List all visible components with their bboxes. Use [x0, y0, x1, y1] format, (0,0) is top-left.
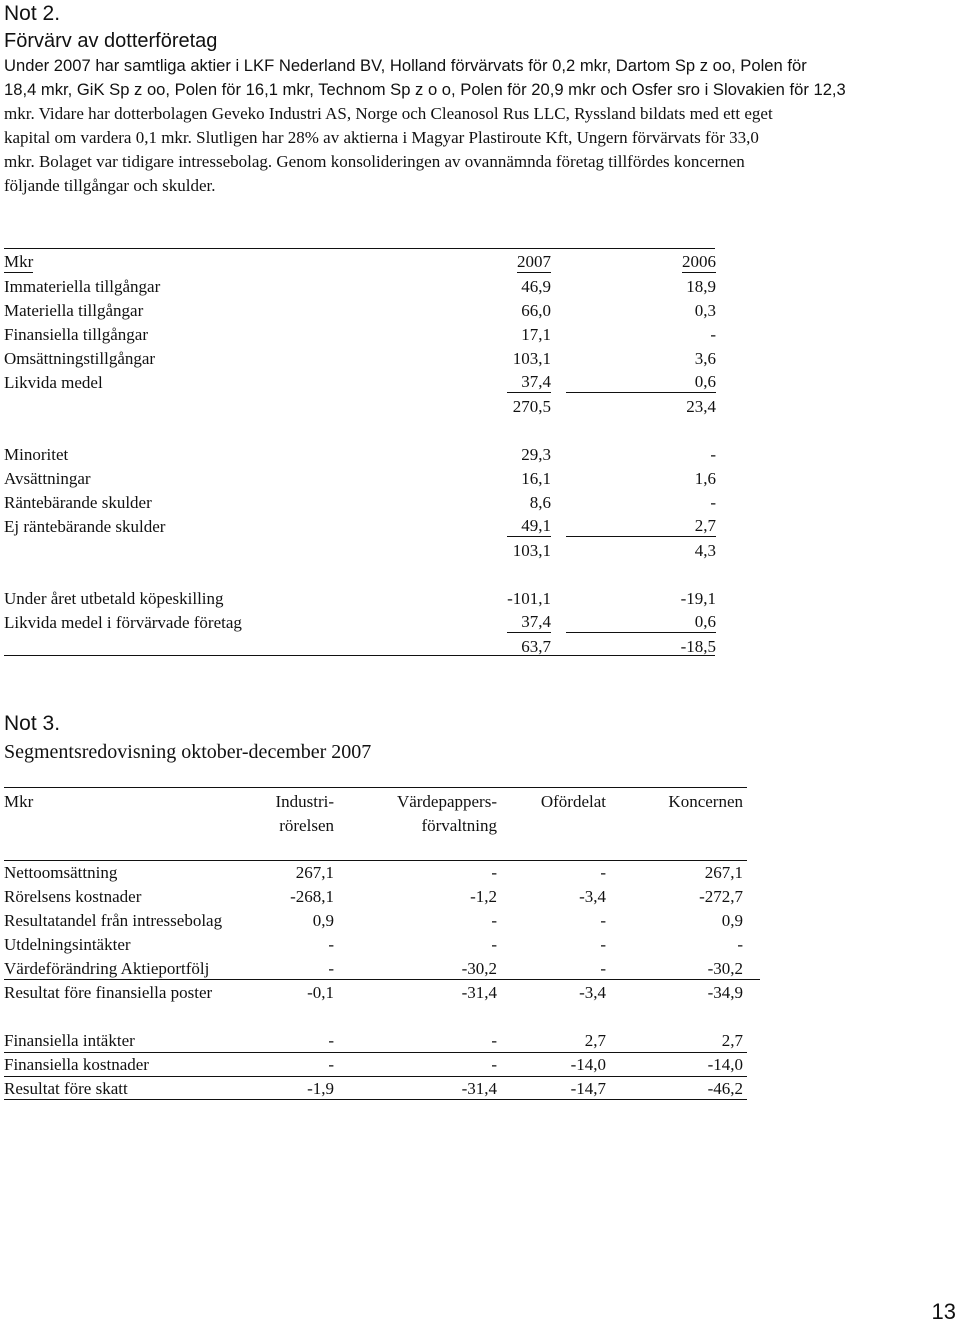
cell-industri: 0,9 [312, 911, 334, 930]
cell-vardepapper: - [491, 1031, 497, 1050]
cell-2006: -18,5 [680, 637, 716, 656]
cell-koncernen: - [737, 935, 743, 954]
cell-industri: -0,1 [307, 983, 334, 1002]
table-header-row [0, 251, 960, 275]
cell-2006: 18,9 [686, 277, 716, 296]
table-row [0, 299, 960, 323]
table-top-rule [4, 248, 715, 249]
table-row [0, 611, 960, 635]
cell-koncernen: 0,9 [721, 911, 743, 930]
page-number: 13 [931, 1299, 956, 1324]
cell-ofordelat: - [600, 935, 606, 954]
column-header: rörelsen [279, 816, 334, 835]
row-label: Avsättningar [4, 469, 91, 488]
cell-2006: 4,3 [694, 541, 716, 560]
cell-koncernen: -46,2 [707, 1079, 743, 1098]
row-label: Räntebärande skulder [4, 493, 152, 512]
paragraph-line: mkr. Bolaget var tidigare intressebolag. Genom konsolideringen av ovannämnda företag tillfördes koncernen [4, 152, 745, 171]
row-label: Likvida medel [4, 373, 103, 392]
cell-2007: 49,1 [507, 515, 551, 537]
cell-industri: - [328, 959, 334, 978]
subtotal-rule [4, 979, 760, 980]
row-label: Resultat före skatt [4, 1079, 128, 1098]
cell-ofordelat: - [600, 863, 606, 882]
cell-2007: 270,5 [512, 397, 551, 416]
table-row [0, 1029, 960, 1053]
row-label: Resultatandel från intressebolag [4, 911, 223, 930]
table-row [0, 467, 960, 491]
cell-industri: - [328, 935, 334, 954]
cell-2006: 3,6 [694, 349, 716, 368]
cell-koncernen: -272,7 [699, 887, 743, 906]
cell-vardepapper: - [491, 935, 497, 954]
row-label: Rörelsens kostnader [4, 887, 142, 906]
cell-vardepapper: - [491, 863, 497, 882]
column-header: Koncernen [668, 792, 743, 811]
cell-2007: 8,6 [529, 493, 551, 512]
cell-2006: 1,6 [694, 469, 716, 488]
cell-ofordelat: -3,4 [579, 983, 606, 1002]
cell-industri: - [328, 1055, 334, 1074]
table-subtotal-row [0, 395, 960, 419]
row-label: Minoritet [4, 445, 69, 464]
table-row [0, 1053, 960, 1077]
cell-2006: 0,6 [566, 371, 716, 393]
cell-2006: 2,7 [566, 515, 716, 537]
cell-2007: 17,1 [521, 325, 551, 344]
paragraph-line: Under 2007 har samtliga aktier i LKF Nederland BV, Holland förvärvats för 0,2 mkr, Dartom Sp z oo, Polen för [4, 56, 807, 75]
cell-2007: 103,1 [512, 349, 551, 368]
paragraph-line: mkr. Vidare har dotterbolagen Geveko Industri AS, Norge och Cleanosol Rus LLC, Ryssland bildats med ett eget [4, 104, 773, 123]
table-row [0, 885, 960, 909]
cell-2006: - [710, 325, 716, 344]
table-row [0, 957, 960, 981]
cell-ofordelat: -14,7 [570, 1079, 606, 1098]
cell-industri: -1,9 [307, 1079, 334, 1098]
row-label: Finansiella tillgångar [4, 325, 148, 344]
row-label: Finansiella intäkter [4, 1031, 135, 1050]
cell-industri: -268,1 [290, 887, 334, 906]
table-row [0, 323, 960, 347]
table-subtotal-row [0, 981, 960, 1005]
table-row [0, 371, 960, 395]
paragraph-line: kapital om vardera 0,1 mkr. Slutligen har 28% av aktierna i Magyar Plastiroute Kft, Ungern förvärvats för 33,0 [4, 128, 759, 147]
table-top-rule [4, 787, 747, 788]
cell-vardepapper: -1,2 [470, 887, 497, 906]
column-header: förvaltning [421, 816, 497, 835]
cell-vardepapper: - [491, 1055, 497, 1074]
row-label: Utdelningsintäkter [4, 935, 131, 954]
row-label: Likvida medel i förvärvade företag [4, 613, 242, 632]
table-bottom-rule [4, 1099, 747, 1100]
table-row [0, 491, 960, 515]
row-label: Finansiella kostnader [4, 1055, 149, 1074]
cell-2007: 16,1 [521, 469, 551, 488]
table-header-row [0, 790, 960, 814]
row-label: Immateriella tillgångar [4, 277, 161, 296]
cell-2006: 0,6 [566, 611, 716, 633]
table-row [0, 587, 960, 611]
row-label: Värdeförändring Aktieportfölj [4, 959, 210, 978]
cell-2006: - [710, 493, 716, 512]
table-row [0, 275, 960, 299]
table-row [0, 347, 960, 371]
table-row [0, 861, 960, 885]
cell-2007: 66,0 [521, 301, 551, 320]
cell-vardepapper: -30,2 [461, 959, 497, 978]
paragraph-line: följande tillgångar och skulder. [4, 176, 216, 195]
row-label: Materiella tillgångar [4, 301, 144, 320]
row-label: Omsättningstillgångar [4, 349, 156, 368]
column-header: Industri- [275, 792, 334, 811]
cell-koncernen: -14,0 [707, 1055, 743, 1074]
note3-title: Not 3. [4, 712, 61, 735]
row-label: Ej räntebärande skulder [4, 517, 166, 536]
cell-2006: -19,1 [680, 589, 716, 608]
column-header: 2006 [682, 252, 716, 271]
cell-2007: 29,3 [521, 445, 551, 464]
note2-subtitle: Förvärv av dotterföretag [4, 30, 218, 52]
cell-vardepapper: - [491, 911, 497, 930]
row-label: Resultat före finansiella poster [4, 983, 213, 1002]
note3-subtitle: Segmentsredovisning oktober-december 2007 [4, 741, 372, 763]
table-row [0, 909, 960, 933]
column-header: Mkr [4, 252, 34, 271]
table-bottom-rule [4, 655, 715, 656]
cell-2007: -101,1 [507, 589, 551, 608]
cell-ofordelat: - [600, 911, 606, 930]
table-row [0, 515, 960, 539]
note2-paragraph [4, 54, 960, 198]
table-row [0, 443, 960, 467]
cell-industri: - [328, 1031, 334, 1050]
column-header: Ofördelat [540, 792, 606, 811]
table-total-row [0, 1077, 960, 1101]
cell-2007: 37,4 [507, 371, 551, 393]
cell-2006: - [710, 445, 716, 464]
cell-2007: 46,9 [521, 277, 551, 296]
cell-koncernen: -30,2 [707, 959, 743, 978]
cell-2006: 23,4 [686, 397, 716, 416]
cell-ofordelat: -3,4 [579, 887, 606, 906]
cell-koncernen: 267,1 [704, 863, 743, 882]
column-header: Mkr [4, 792, 34, 811]
cell-2007: 37,4 [507, 611, 551, 633]
table-subtotal-row [0, 539, 960, 563]
row-label: Under året utbetald köpeskilling [4, 589, 224, 608]
cell-ofordelat: -14,0 [570, 1055, 606, 1074]
table-row [0, 933, 960, 957]
cell-2007: 103,1 [512, 541, 551, 560]
cell-vardepapper: -31,4 [461, 983, 497, 1002]
paragraph-line: 18,4 mkr, GiK Sp z oo, Polen för 16,1 mkr, Technom Sp z o o, Polen för 20,9 mkr och Osfer sro i Slovakien för 12,3 [4, 80, 846, 99]
note2-title: Not 2. [4, 2, 61, 25]
cell-koncernen: -34,9 [707, 983, 743, 1002]
cell-ofordelat: - [600, 959, 606, 978]
cell-2006: 0,3 [694, 301, 716, 320]
column-header: Värdepappers- [396, 792, 497, 811]
cell-2007: 63,7 [521, 637, 551, 656]
cell-ofordelat: 2,7 [584, 1031, 606, 1050]
cell-koncernen: 2,7 [721, 1031, 743, 1050]
cell-vardepapper: -31,4 [461, 1079, 497, 1098]
row-label: Nettoomsättning [4, 863, 118, 882]
column-header: 2007 [517, 252, 551, 271]
table-header-row [0, 814, 960, 838]
cell-industri: 267,1 [295, 863, 334, 882]
